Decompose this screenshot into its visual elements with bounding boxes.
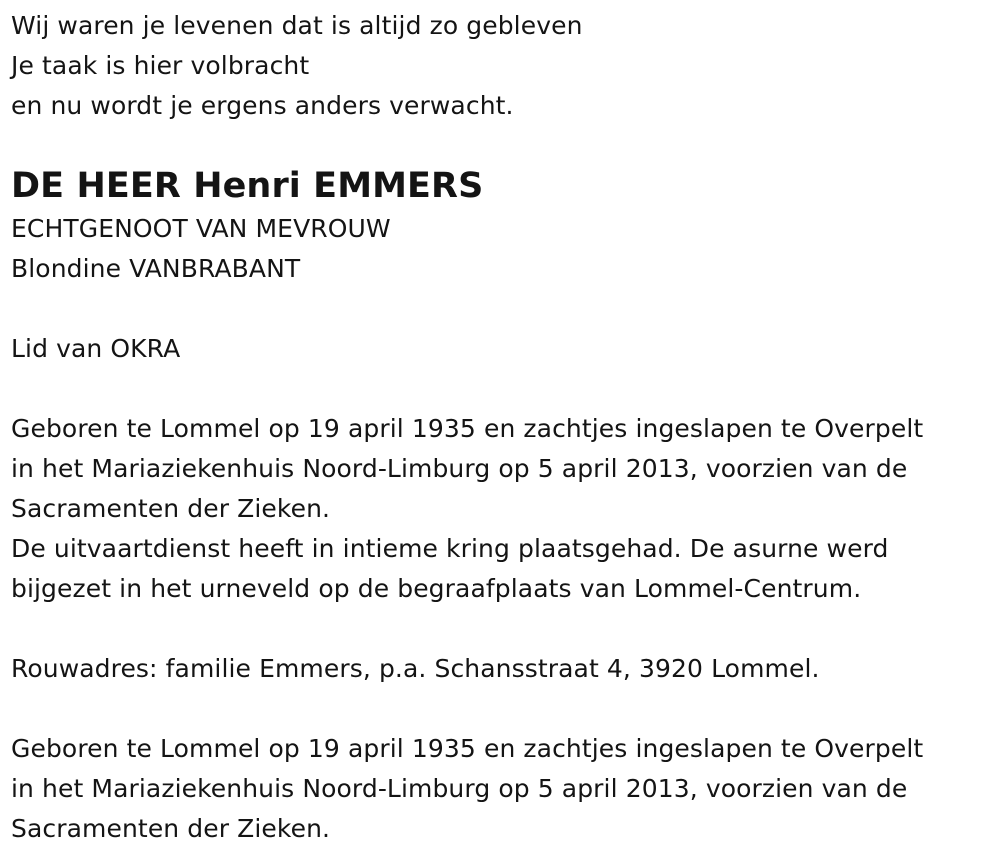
spouse-line: ECHTGENOOT VAN MEVROUW: [11, 214, 391, 243]
poem-line: Wij waren je levenen dat is altijd zo gebleven: [11, 11, 583, 40]
spacer: [11, 369, 991, 409]
membership: Lid van OKRA: [11, 334, 181, 363]
spacer: [11, 689, 991, 729]
spacer: [11, 289, 991, 329]
poem-line: en nu wordt je ergens anders verwacht.: [11, 91, 514, 120]
spouse-line: Blondine VANBRABANT: [11, 254, 301, 283]
obituary-text: [11, 6, 991, 849]
bio-repeat-line: Sacramenten der Zieken.: [11, 814, 331, 843]
bio-line: Geboren te Lommel op 19 april 1935 en zachtjes ingeslapen te Overpelt: [11, 414, 924, 443]
bio-repeat-line: Geboren te Lommel op 19 april 1935 en zachtjes ingeslapen te Overpelt: [11, 734, 924, 763]
spacer: [11, 126, 991, 166]
bio-line: De uitvaartdienst heeft in intieme kring plaatsgehad. De asurne werd: [11, 534, 889, 563]
mourning-address: Rouwadres: familie Emmers, p.a. Schansstraat 4, 3920 Lommel.: [11, 654, 820, 683]
poem-line: Je taak is hier volbracht: [11, 51, 310, 80]
bio-line: bijgezet in het urneveld op de begraafplaats van Lommel-Centrum.: [11, 574, 862, 603]
bio-line: in het Mariaziekenhuis Noord-Limburg op 5 april 2013, voorzien van de: [11, 454, 908, 483]
bio-line: Sacramenten der Zieken.: [11, 494, 331, 523]
spacer: [11, 609, 991, 649]
bio-repeat-line: in het Mariaziekenhuis Noord-Limburg op 5 april 2013, voorzien van de: [11, 774, 908, 803]
deceased-name: DE HEER Henri EMMERS: [11, 166, 484, 206]
